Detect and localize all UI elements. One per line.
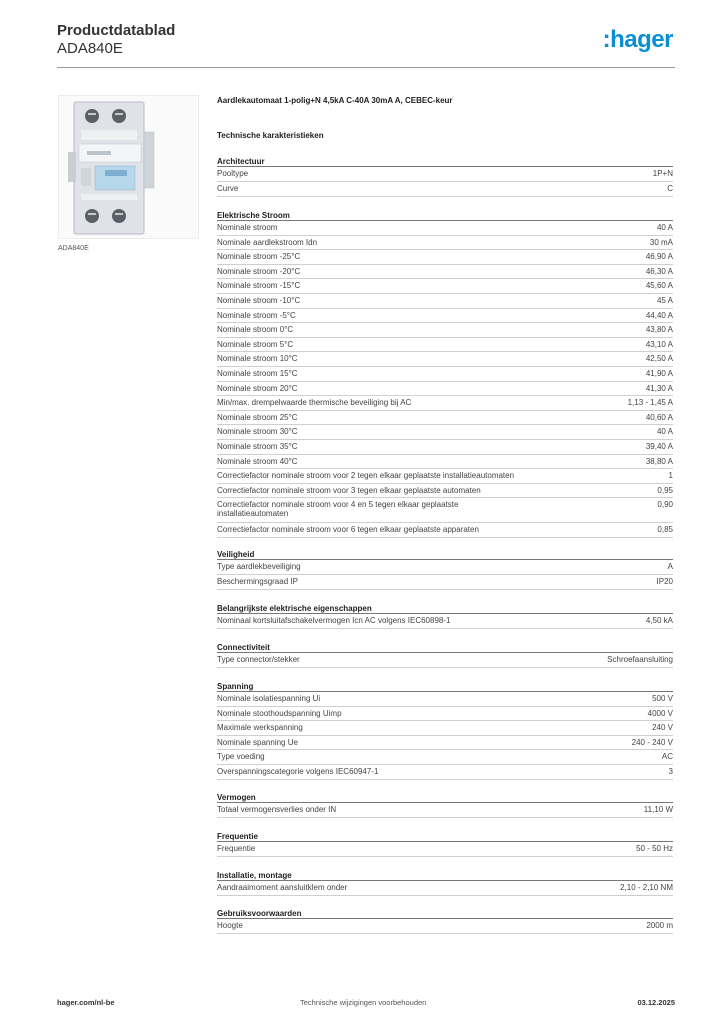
spec-row xyxy=(217,279,673,294)
spec-value: 4,50 kA xyxy=(645,616,673,625)
spec-value: 43,10 A xyxy=(645,339,673,349)
spec-value: 2000 m xyxy=(646,921,673,930)
spec-label: Nominale stroom 30°C xyxy=(217,427,298,437)
spec-label: Type aardlekbeveiliging xyxy=(217,562,301,571)
footer-notice: Technische wijzigingen voorbehouden xyxy=(300,998,427,1007)
spec-label: Nominale stroom -5°C xyxy=(217,310,296,320)
spec-label: Nominale spanning Ue xyxy=(217,737,298,747)
spec-label: Min/max. drempelwaarde thermische beveiliging bij AC xyxy=(217,398,412,408)
spec-label: Correctiefactor nominale stroom voor 2 tegen elkaar geplaatste installatieautomaten xyxy=(217,471,515,481)
spec-value: AC xyxy=(661,752,673,762)
section-frequentie xyxy=(217,831,673,857)
spec-row xyxy=(217,323,673,338)
header-divider xyxy=(57,67,675,68)
section-title: Veiligheid xyxy=(217,549,673,560)
spec-row xyxy=(217,750,673,765)
product-code: ADA840E xyxy=(57,40,123,57)
spec-value: 45,60 A xyxy=(645,281,673,291)
spec-label: Type voeding xyxy=(217,752,265,762)
spec-value: 240 V xyxy=(652,723,673,733)
spec-value: 240 - 240 V xyxy=(631,737,673,747)
spec-row xyxy=(217,309,673,324)
spec-label: Nominale stroom 0°C xyxy=(217,325,294,335)
spec-label: Frequentie xyxy=(217,844,256,853)
spec-label: Nominale stroom 25°C xyxy=(217,412,298,422)
spec-row xyxy=(217,881,673,896)
section-gebruiksvoorwaarden xyxy=(217,908,673,934)
spec-label: Nominale stroom 35°C xyxy=(217,441,298,451)
page-footer xyxy=(57,998,675,1010)
spec-label: Nominale stroom 20°C xyxy=(217,383,298,393)
footer-date: 03.12.2025 xyxy=(637,998,675,1007)
spec-value: 0,90 xyxy=(657,500,673,510)
section-spanning xyxy=(217,681,673,780)
spec-row xyxy=(217,338,673,353)
spec-row xyxy=(217,236,673,251)
section-title: Belangrijkste elektrische eigenschappen xyxy=(217,603,673,614)
section-title: Connectiviteit xyxy=(217,642,673,653)
section-title: Architectuur xyxy=(217,156,673,167)
spec-row xyxy=(217,721,673,736)
spec-label: Hoogte xyxy=(217,921,243,930)
spec-label: Nominale aardlekstroom Idn xyxy=(217,237,318,247)
hager-logo: :hager xyxy=(602,26,673,53)
spec-row xyxy=(217,765,673,780)
spec-row xyxy=(217,484,673,499)
spec-value: 1,13 - 1,45 A xyxy=(627,398,673,408)
section-title: Elektrische Stroom xyxy=(217,210,673,221)
spec-value: 0,95 xyxy=(657,485,673,495)
spec-label: Nominale stroom 40°C xyxy=(217,456,298,466)
spec-label: Nominale stroom -15°C xyxy=(217,281,301,291)
spec-row xyxy=(217,469,673,484)
footer-website-link[interactable]: hager.com/nl-be xyxy=(57,998,115,1007)
spec-row xyxy=(217,498,673,523)
spec-label: Correctiefactor nominale stroom voor 4 en 5 tegen elkaar geplaatste installatieautomaten xyxy=(217,500,459,519)
spec-label: Overspanningscategorie volgens IEC60947-1 xyxy=(217,766,379,776)
spec-label: Nominale stroom 15°C xyxy=(217,368,298,378)
page-header xyxy=(57,20,675,70)
section-vermogen xyxy=(217,792,673,818)
spec-label: Pooltype xyxy=(217,169,249,178)
spec-row xyxy=(217,294,673,309)
spec-row xyxy=(217,367,673,382)
spec-row xyxy=(217,736,673,751)
spec-value: 4000 V xyxy=(647,708,673,718)
spec-row xyxy=(217,692,673,707)
product-image xyxy=(58,95,199,239)
document-title: Productdatablad xyxy=(57,22,176,39)
spec-value: 11,10 W xyxy=(643,805,673,814)
spec-value: 50 - 50 Hz xyxy=(636,844,673,853)
spec-row xyxy=(217,440,673,455)
spec-row xyxy=(217,250,673,265)
spec-value: 43,80 A xyxy=(645,325,673,335)
spec-value: 40,60 A xyxy=(645,412,673,422)
spec-row xyxy=(217,842,673,857)
spec-value: 0,85 xyxy=(657,525,673,535)
spec-value: A xyxy=(667,562,673,571)
section-architectuur xyxy=(217,156,673,197)
spec-label: Nominale stroom -10°C xyxy=(217,295,301,305)
spec-label: Correctiefactor nominale stroom voor 6 tegen elkaar geplaatste apparaten xyxy=(217,525,479,535)
spec-label: Correctiefactor nominale stroom voor 3 tegen elkaar geplaatste automaten xyxy=(217,485,481,495)
spec-label: Type connector/stekker xyxy=(217,655,300,664)
spec-row xyxy=(217,167,673,182)
spec-value: 40 A xyxy=(656,427,673,437)
spec-label: Maximale werkspanning xyxy=(217,723,303,733)
spec-row xyxy=(217,523,673,538)
spec-label: Nominale stroom -20°C xyxy=(217,266,301,276)
spec-value: 1P+N xyxy=(652,169,673,178)
spec-row xyxy=(217,411,673,426)
spec-value: 30 mA xyxy=(649,237,673,247)
image-caption: ADA840E xyxy=(58,245,89,252)
section-elektrische-eigenschappen xyxy=(217,603,673,629)
spec-value: 46,90 A xyxy=(645,252,673,262)
tech-characteristics-title: Technische karakteristieken xyxy=(217,131,324,140)
spec-row xyxy=(217,575,673,590)
spec-value: 500 V xyxy=(652,694,673,703)
section-title: Gebruiksvoorwaarden xyxy=(217,908,673,919)
spec-label: Beschermingsgraad IP xyxy=(217,577,298,586)
spec-label: Aandraaimoment aansluitklem onder xyxy=(217,883,348,892)
spec-row xyxy=(217,803,673,818)
spec-value: 3 xyxy=(668,766,673,776)
spec-value: 46,30 A xyxy=(645,266,673,276)
spec-value: 42,50 A xyxy=(645,354,673,364)
section-connectiviteit xyxy=(217,642,673,668)
spec-value: 38,80 A xyxy=(645,456,673,466)
section-title: Installatie, montage xyxy=(217,870,673,881)
section-title: Vermogen xyxy=(217,792,673,803)
spec-label: Totaal vermogensverlies onder IN xyxy=(217,805,337,814)
spec-label: Nominale isolatiespanning Ui xyxy=(217,694,321,703)
spec-label: Curve xyxy=(217,184,239,193)
spec-value: 45 A xyxy=(656,295,673,305)
spec-label: Nominale stroom xyxy=(217,223,278,232)
spec-value: 39,40 A xyxy=(645,441,673,451)
spec-label: Nominale stroom 5°C xyxy=(217,339,294,349)
section-title: Spanning xyxy=(217,681,673,692)
section-elektrische-stroom xyxy=(217,210,673,538)
spec-row xyxy=(217,653,673,668)
spec-label: Nominaal kortsluitafschakelvermogen Icn AC volgens IEC60898-1 xyxy=(217,616,451,625)
spec-label: Nominale stoothoudspanning Uimp xyxy=(217,708,342,718)
spec-row xyxy=(217,265,673,280)
spec-label: Nominale stroom 10°C xyxy=(217,354,298,364)
spec-row xyxy=(217,614,673,629)
spec-row xyxy=(217,382,673,397)
section-veiligheid xyxy=(217,549,673,590)
spec-row xyxy=(217,560,673,575)
spec-value: 40 A xyxy=(656,223,673,232)
section-installatie-montage xyxy=(217,870,673,896)
product-description: Aardlekautomaat 1-polig+N 4,5kA C-40A 30mA A, CEBEC-keur xyxy=(217,96,453,105)
spec-value: 44,40 A xyxy=(645,310,673,320)
spec-row xyxy=(217,182,673,197)
spec-row xyxy=(217,352,673,367)
circuit-breaker-icon xyxy=(59,96,200,240)
spec-value: 2,10 - 2,10 NM xyxy=(620,883,673,892)
spec-value: 41,30 A xyxy=(645,383,673,393)
spec-row xyxy=(217,919,673,934)
spec-row xyxy=(217,221,673,236)
spec-value: Schroefaansluiting xyxy=(607,655,673,664)
spec-row xyxy=(217,455,673,470)
spec-row xyxy=(217,396,673,411)
spec-label: Nominale stroom -25°C xyxy=(217,252,301,262)
spec-row xyxy=(217,425,673,440)
spec-value: 41,90 A xyxy=(645,368,673,378)
spec-value: 1 xyxy=(668,471,673,481)
spec-value: C xyxy=(667,184,673,193)
spec-value: IP20 xyxy=(656,577,673,586)
spec-row xyxy=(217,707,673,722)
section-title: Frequentie xyxy=(217,831,673,842)
